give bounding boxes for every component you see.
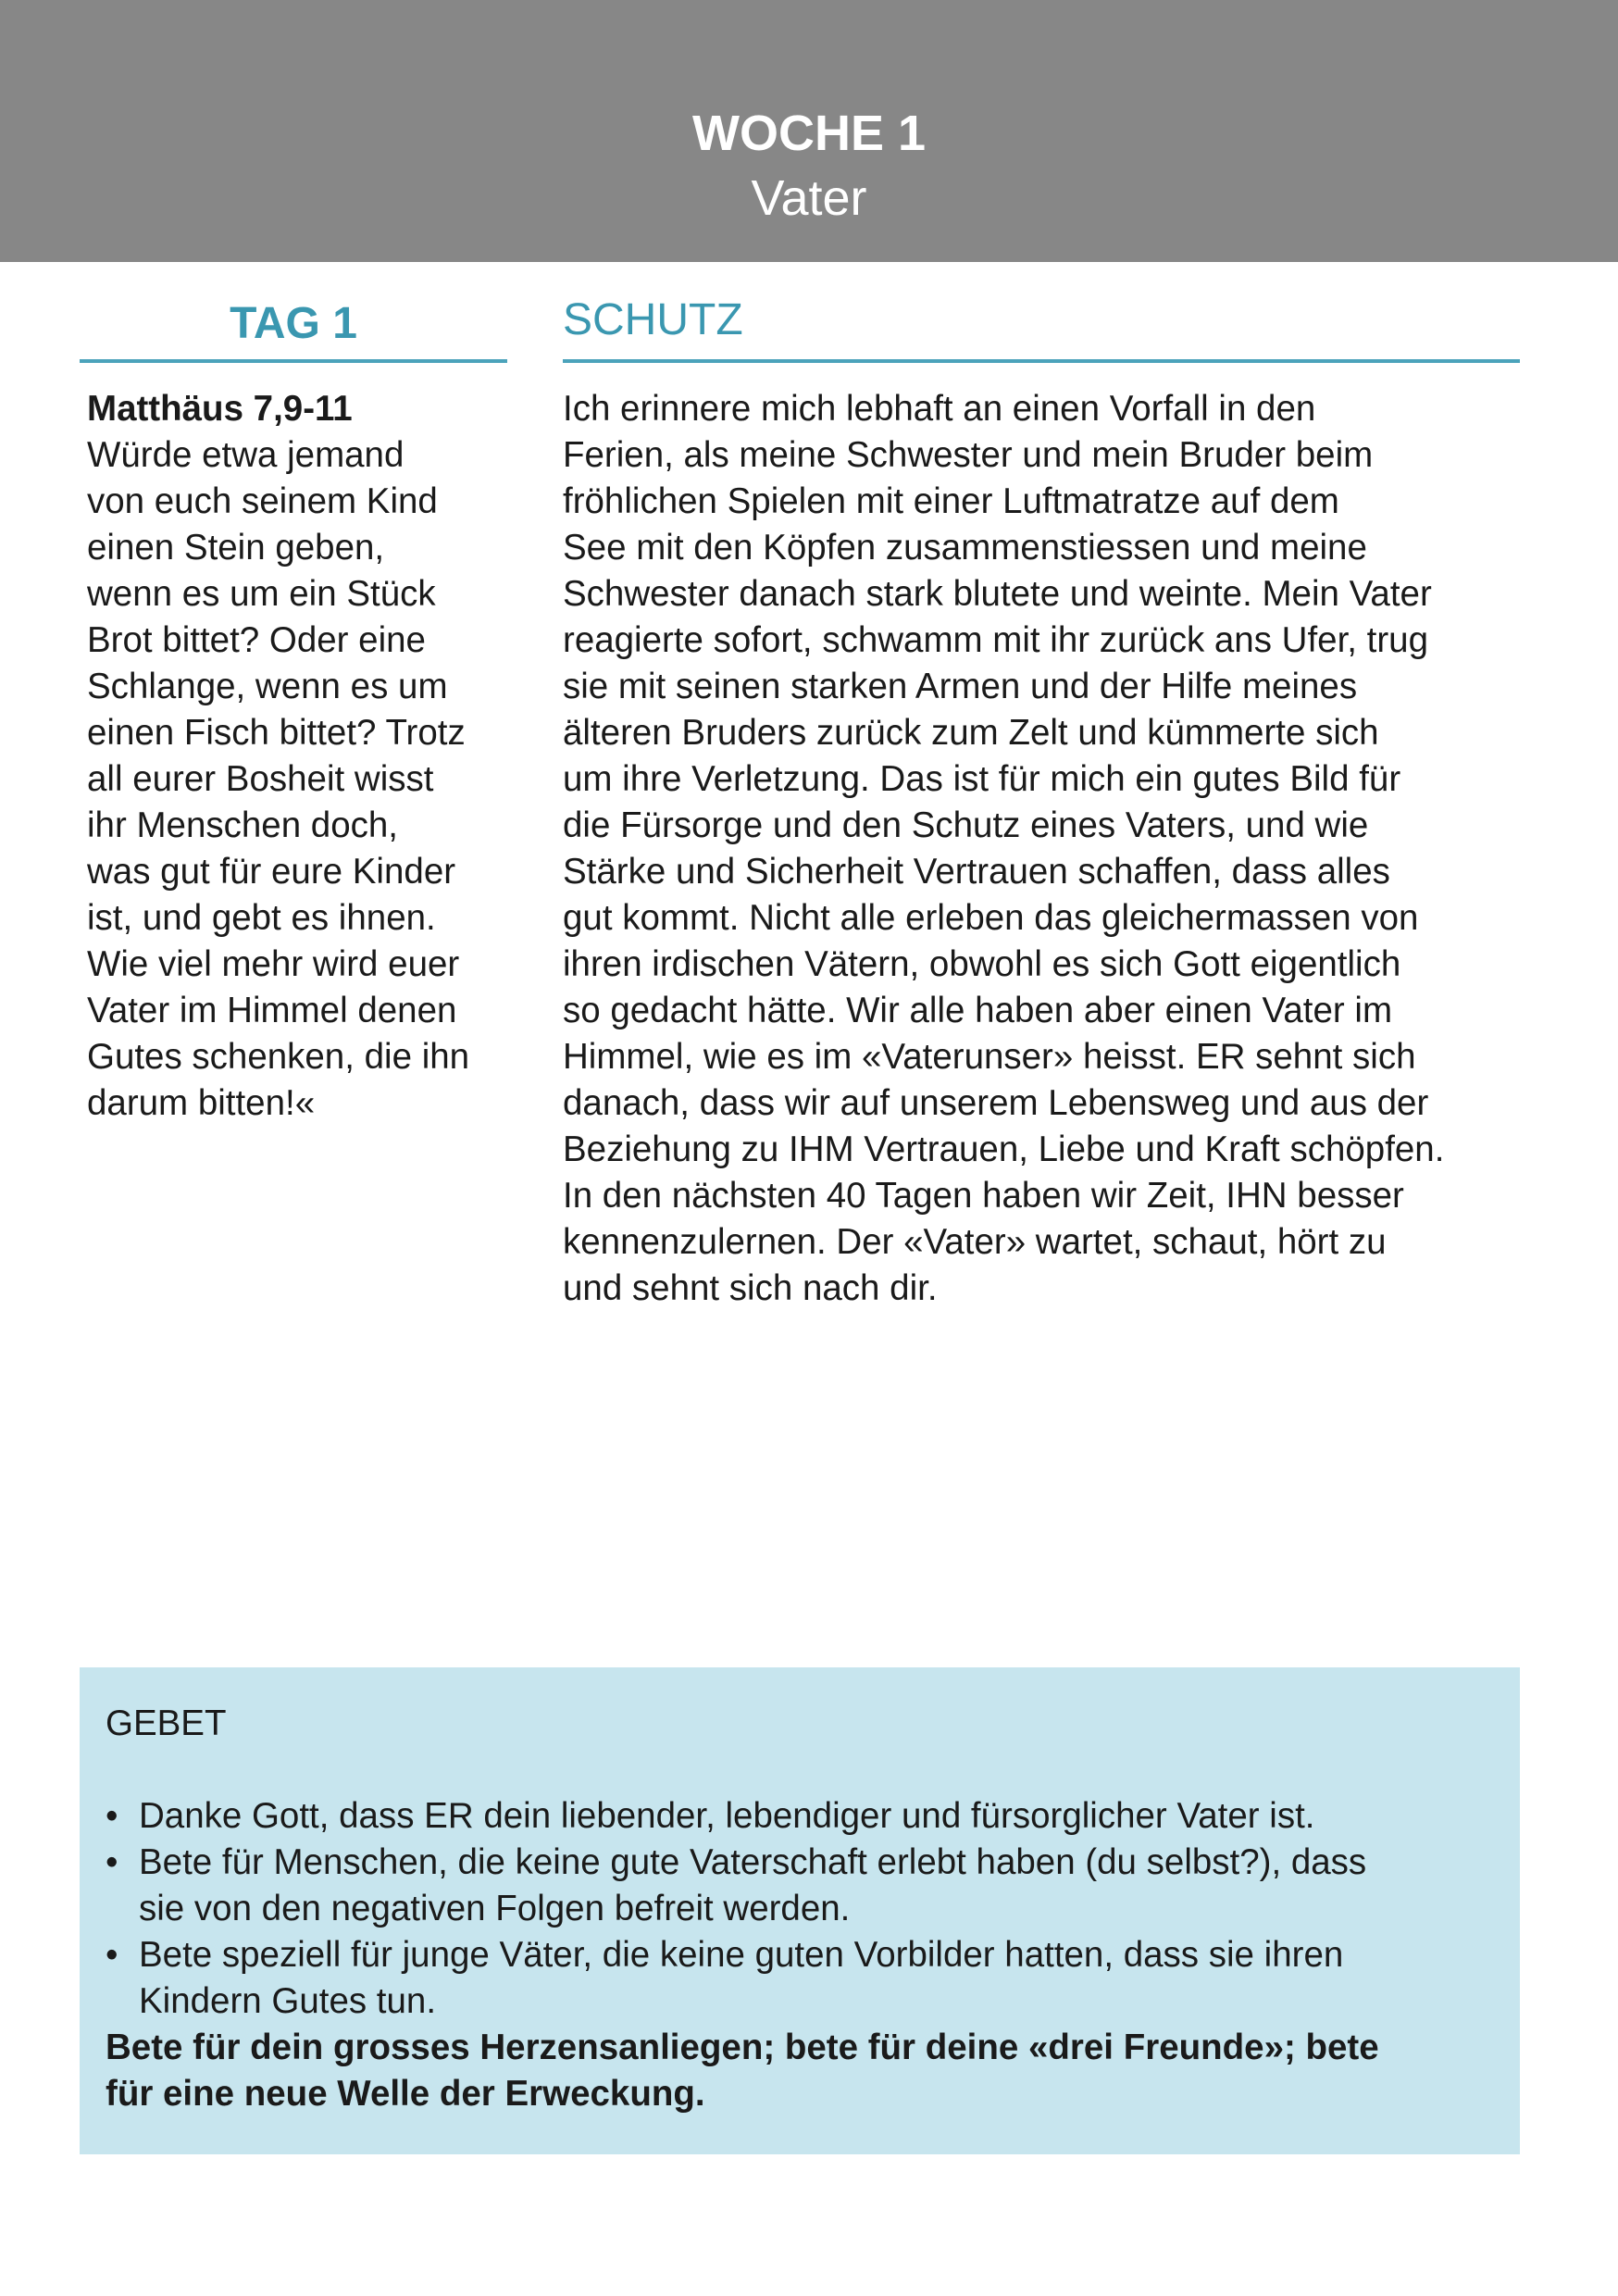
prayer-item bbox=[106, 1793, 1494, 1840]
scripture-line: Brot bittet? Oder eine bbox=[87, 620, 426, 660]
section-title: SCHUTZ bbox=[563, 294, 1520, 363]
devotion-line: Stärke und Sicherheit Vertrauen schaffen, dass alles bbox=[563, 852, 1390, 892]
scripture-line: ihr Menschen doch, bbox=[87, 805, 398, 845]
scripture-line: Gutes schenken, die ihn bbox=[87, 1037, 470, 1077]
prayer-item-line: sie von den negativen Folgen befreit werden. bbox=[139, 1889, 851, 1928]
devotion-line: Schwester danach stark blutete und weinte. Mein Vater bbox=[563, 574, 1432, 614]
prayer-item-line: Kindern Gutes tun. bbox=[139, 1981, 437, 2021]
devotion-line: In den nächsten 40 Tagen haben wir Zeit, IHN besser bbox=[563, 1176, 1404, 1216]
devotion-line: gut kommt. Nicht alle erleben das gleichermassen von bbox=[563, 898, 1419, 938]
scripture-line: was gut für eure Kinder bbox=[87, 852, 456, 892]
scripture-line: Vater im Himmel denen bbox=[87, 991, 457, 1030]
prayer-title: GEBET bbox=[106, 1703, 227, 1743]
devotion-line: und sehnt sich nach dir. bbox=[563, 1268, 938, 1308]
scripture-line: wenn es um ein Stück bbox=[87, 574, 436, 614]
scripture-line: einen Fisch bittet? Trotz bbox=[87, 713, 466, 753]
prayer-item-line: Danke Gott, dass ER dein liebender, lebendiger und fürsorglicher Vater ist. bbox=[139, 1796, 1315, 1836]
week-title: WOCHE 1 bbox=[691, 106, 927, 161]
devotion-line: die Fürsorge und den Schutz eines Vaters, und wie bbox=[563, 805, 1369, 845]
devotion-line: reagierte sofort, schwamm mit ihr zurück ans Ufer, trug bbox=[563, 620, 1428, 660]
scripture-line: Schlange, wenn es um bbox=[87, 667, 448, 706]
scripture-reference: Matthäus 7,9-11 bbox=[87, 389, 353, 429]
devotion-line: sie mit seinen starken Armen und der Hilfe meines bbox=[563, 667, 1358, 706]
devotion-line: kennenzulernen. Der «Vater» wartet, schaut, hört zu bbox=[563, 1222, 1387, 1262]
page-header bbox=[0, 0, 1618, 262]
prayer-list bbox=[106, 1793, 1494, 2025]
prayer-item-line: Bete speziell für junge Väter, die keine guten Vorbilder hatten, dass sie ihren bbox=[139, 1935, 1344, 1975]
bullet-icon: • bbox=[106, 1935, 118, 1975]
devotion-line: fröhlichen Spielen mit einer Luftmatratze auf dem bbox=[563, 481, 1339, 521]
scripture-line: einen Stein geben, bbox=[87, 528, 385, 568]
devotion-line: ihren irdischen Vätern, obwohl es sich Gott eigentlich bbox=[563, 944, 1401, 984]
prayer-box bbox=[80, 1667, 1520, 2154]
devotion-line: so gedacht hätte. Wir alle haben aber einen Vater im bbox=[563, 991, 1393, 1030]
prayer-item-line: Bete für Menschen, die keine gute Vaterschaft erlebt haben (du selbst?), dass bbox=[139, 1842, 1367, 1882]
scripture-line: ist, und gebt es ihnen. bbox=[87, 898, 436, 938]
devotion-line: danach, dass wir auf unserem Lebensweg und aus der bbox=[563, 1083, 1429, 1123]
scripture-passage bbox=[80, 386, 507, 1127]
scripture-column bbox=[80, 294, 507, 1127]
devotion-line: Beziehung zu IHM Vertrauen, Liebe und Kraft schöpfen. bbox=[563, 1129, 1445, 1169]
scripture-line: all eurer Bosheit wisst bbox=[87, 759, 434, 799]
bullet-icon: • bbox=[106, 1796, 118, 1836]
prayer-item bbox=[106, 1932, 1494, 2025]
scripture-line: darum bitten!« bbox=[87, 1083, 316, 1123]
devotion-line: See mit den Köpfen zusammenstiessen und meine bbox=[563, 528, 1367, 568]
devotion-text bbox=[563, 386, 1520, 1312]
week-theme: Vater bbox=[751, 170, 867, 226]
devotion-line: älteren Bruders zurück zum Zelt und kümmerte sich bbox=[563, 713, 1379, 753]
day-title: TAG 1 bbox=[80, 294, 507, 363]
devotion-line: um ihre Verletzung. Das ist für mich ein gutes Bild für bbox=[563, 759, 1401, 799]
closing-line: für eine neue Welle der Erweckung. bbox=[106, 2074, 705, 2114]
bullet-icon: • bbox=[106, 1842, 118, 1882]
scripture-line: Würde etwa jemand bbox=[87, 435, 404, 475]
devotion-line: Ferien, als meine Schwester und mein Bruder beim bbox=[563, 435, 1374, 475]
devotion-line: Ich erinnere mich lebhaft an einen Vorfall in den bbox=[563, 389, 1316, 429]
prayer-closing bbox=[106, 2025, 1494, 2117]
scripture-line: von euch seinem Kind bbox=[87, 481, 438, 521]
closing-line: Bete für dein grosses Herzensanliegen; bete für deine «drei Freunde»; bete bbox=[106, 2028, 1379, 2067]
prayer-item bbox=[106, 1840, 1494, 1932]
scripture-line: Wie viel mehr wird euer bbox=[87, 944, 460, 984]
devotion-line: Himmel, wie es im «Vaterunser» heisst. ER sehnt sich bbox=[563, 1037, 1416, 1077]
devotion-column bbox=[563, 294, 1520, 1312]
